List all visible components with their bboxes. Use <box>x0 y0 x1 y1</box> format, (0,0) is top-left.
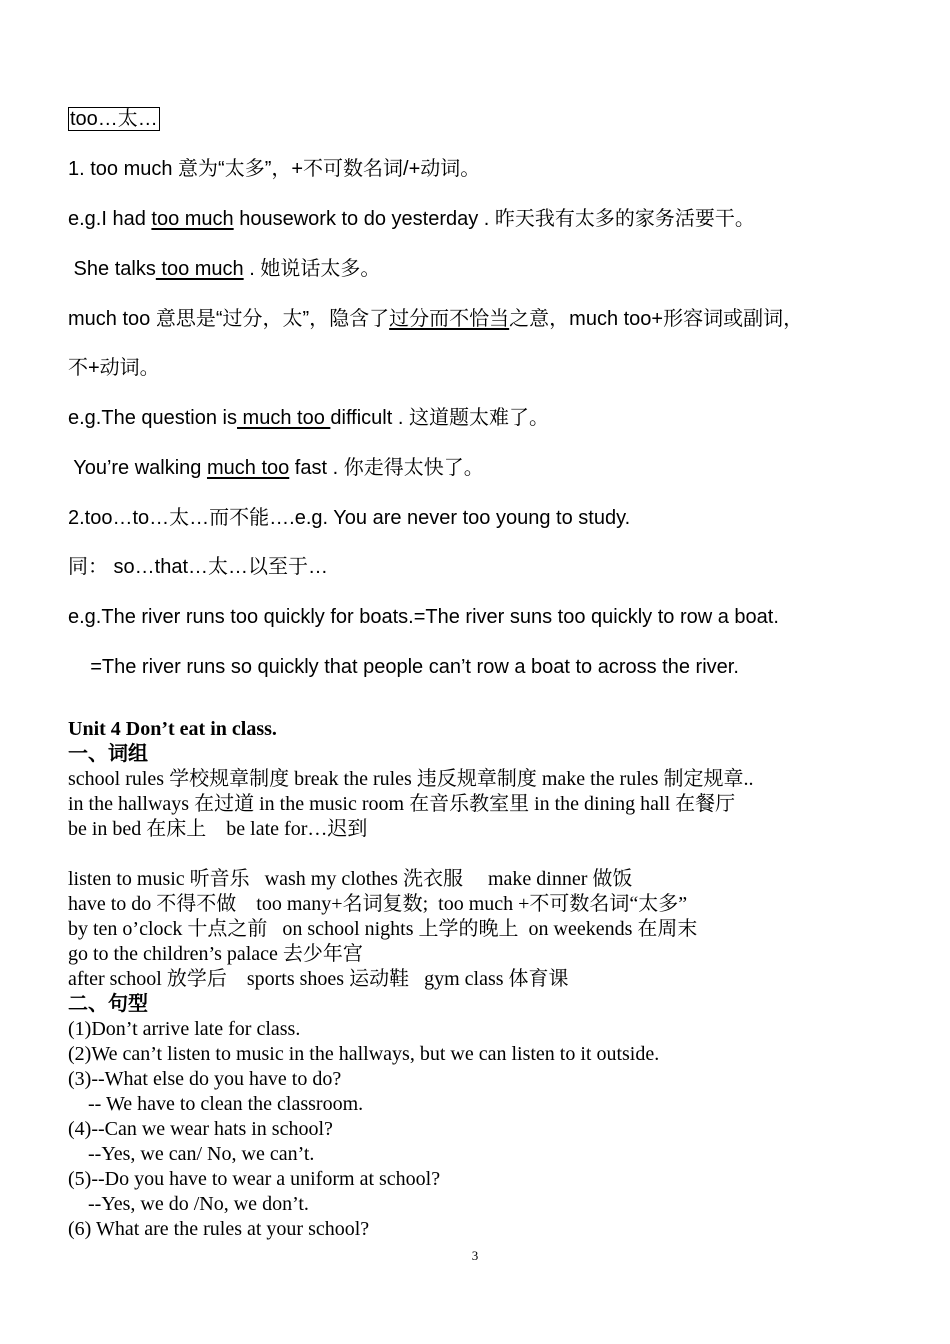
example-line: You’re walking much too fast . 你走得太快了。 <box>68 457 484 479</box>
section-heading-too: too…太… <box>70 108 158 130</box>
phrase-line: after school 放学后 sports shoes 运动鞋 gym class 体育课 <box>68 968 569 990</box>
page-number: 3 <box>471 1248 479 1263</box>
text-line: much too 意思是“过分，太”，隐含了过分而不恰当之意，much too+形容词或副词， <box>68 308 804 330</box>
example-line: She talks too much . 她说话太多。 <box>68 258 381 280</box>
phrase-line: be in bed 在床上 be late for…迟到 <box>68 818 368 840</box>
phrase-line: go to the children’s palace 去少年宫 <box>68 943 363 965</box>
sentence-line: (1)Don’t arrive late for class. <box>68 1018 301 1040</box>
text-line: 不+动词。 <box>68 357 160 379</box>
example-line: =The river runs so quickly that people can’t row a boat to across the river. <box>68 656 739 678</box>
phrase-line: by ten o’clock 十点之前 on school nights 上学的晚上 on weekends 在周末 <box>68 918 698 940</box>
text-line: 1. too much 意为“太多”，+不可数名词/+动词。 <box>68 158 481 180</box>
example-line: e.g.The question is much too difficult . 这道题太难了。 <box>68 407 549 429</box>
example-line: e.g.The river runs too quickly for boats.=The river suns too quickly to row a boat. <box>68 606 779 628</box>
sentence-line: (3)--What else do you have to do? <box>68 1068 342 1090</box>
sentence-line: (6) What are the rules at your school? <box>68 1218 370 1240</box>
sentence-line: (4)--Can we wear hats in school? <box>68 1118 333 1140</box>
phrases-heading: 一、词组 <box>68 743 148 765</box>
sentences-heading: 二、句型 <box>68 993 148 1015</box>
text-line: 2.too…to…太…而不能….e.g. You are never too young to study. <box>68 507 631 529</box>
sentence-line: (2)We can’t listen to music in the hallways, but we can listen to it outside. <box>68 1043 660 1065</box>
phrase-line: in the hallways 在过道 in the music room 在音乐教室里 in the dining hall 在餐厅 <box>68 793 736 815</box>
phrase-line: listen to music 听音乐 wash my clothes 洗衣服 make dinner 做饭 <box>68 868 633 890</box>
unit-title: Unit 4 Don’t eat in class. <box>68 718 277 740</box>
text-line: 同： so…that…太…以至于… <box>68 556 329 578</box>
sentence-line: --Yes, we do /No, we don’t. <box>68 1193 309 1215</box>
sentence-line: -- We have to clean the classroom. <box>68 1093 364 1115</box>
phrase-line: school rules 学校规章制度 break the rules 违反规章制度 make the rules 制定规章.. <box>68 768 754 790</box>
sentence-line: --Yes, we can/ No, we can’t. <box>68 1143 315 1165</box>
phrase-line: have to do 不得不做 too many+名词复数; too much +不可数名词“太多” <box>68 893 688 915</box>
example-line: e.g.I had too much housework to do yesterday . 昨天我有太多的家务活要干。 <box>68 208 755 230</box>
sentence-line: (5)--Do you have to wear a uniform at school? <box>68 1168 441 1190</box>
